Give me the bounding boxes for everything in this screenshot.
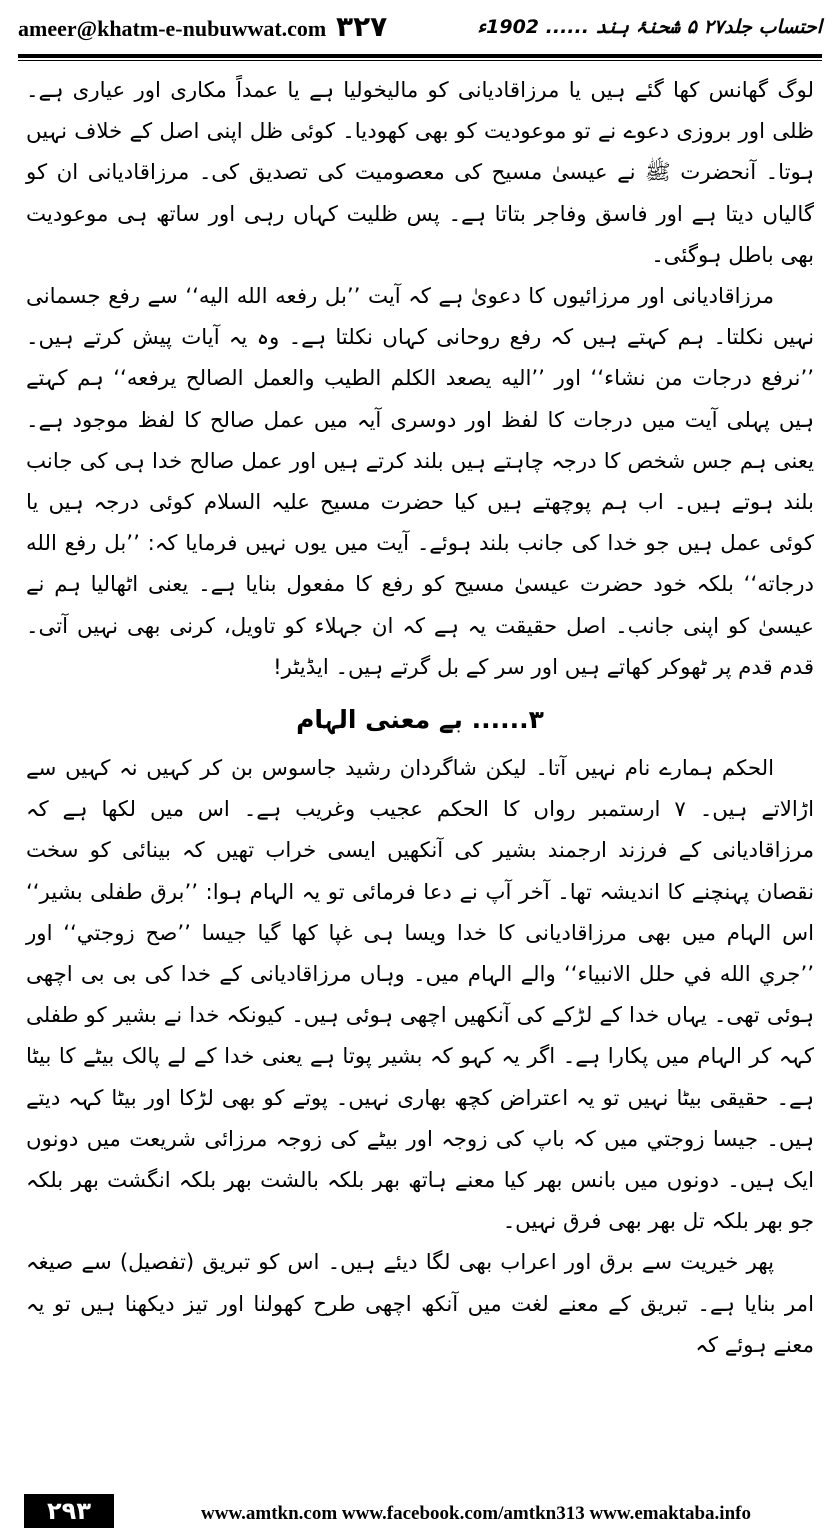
header-email[interactable]: ameer@khatm-e-nubuwwat.com [18, 16, 327, 41]
page-header [18, 10, 822, 50]
running-title: احتساب جلد۲۷ ۵ شحنۂ ہند ...... 1902ء [477, 16, 822, 38]
paragraph-1: لوگ گھانس کھا گئے ہیں یا مرزاقادیانی کو مالیخولیا ہے یا عمداً مکاری اور عیاری ہے۔ ظلی اور بروزی دعوے نے تو موعودیت کو بھی کھودیا۔ کوئی ظل اپنی اصل کے خلاف نہیں ہوتا۔ آنحضرت ﷺ نے عیسیٰ مسیح کی معصومیت کی تصدیق کی۔ مرزاقادیانی ان کو گالیاں دیتا ہے اور فاسق وفاجر بتاتا ہے۔ پس ظلیت کہاں رہی اور ساتھ ہی موعودیت بھی باطل ہوگئی۔ [26, 78, 814, 268]
footer-urls[interactable]: www.amtkn.com www.facebook.com/amtkn313 www.emaktaba.info [201, 1503, 751, 1524]
paragraph-4: پھر خیریت سے برق اور اعراب بھی لگا دیئے ہیں۔ اس کو تبریق (تفصیل) سے صیغہ امر بنایا ہے۔ تبریق کے معنے لغت میں آنکھ اچھی طرح کھولنا اور تیز دیکھنا ہیں تو یہ معنے ہوئے کہ [26, 1250, 814, 1358]
header-rule-thick [18, 54, 822, 58]
page-footer [0, 1492, 840, 1540]
footer-page-number: ۲۹۳ [24, 1494, 114, 1528]
header-rule-thin [18, 60, 822, 61]
paragraph-3: الحکم ہمارے نام نہیں آتا۔ لیکن شاگردان رشید جاسوس بن کر کہیں نہ کہیں سے اڑالاتے ہیں۔ ۷ ارستمبر رواں کا الحکم عجیب وغریب ہے۔ اس میں لکھا ہے کہ مرزاقادیانی کے فرزند ارجمند بشیر کی آنکھیں ایسی خراب تھیں کہ بینائی کو سخت نقصان پہنچنے کا اندیشہ تھا۔ آخر آپ نے دعا فرمائی تو یہ الہام ہوا: ’’برق طفلی بشیر‘‘ اس الہام میں بھی مرزاقادیانی کا خدا ویسا ہی غپا کھا گیا جیسا ’’صح زوجتي‘‘ اور ’’جري الله في حلل الانبياء‘‘ والے الہام میں۔ وہاں مرزاقادیانی کے خدا کی بی بی اچھی ہوئی تھی۔ یہاں خدا کے لڑکے کی آنکھیں اچھی ہوئی ہیں۔ کیونکہ خدا نے بشیر کو طفلی کہہ کر الہام میں پکارا ہے۔ اگر یہ کہو کہ بشیر پوتا ہے یعنی خدا کے لے پالک بیٹے کا بیٹا ہے۔ حقیقی بیٹا نہیں تو یہ اعتراض کچھ بھاری نہیں۔ پوتے کو بھی لڑکا اور بیٹا کہہ دیتے ہیں۔ جیسا زوجتي میں کہ باپ کی زوجہ اور بیٹے کی زوجہ مرزائی شریعت میں دونوں ایک ہیں۔ دونوں میں بانس بھر کیا معنے ہاتھ بھر بلکہ بالشت بھر بلکہ انگشت بھر بلکہ جو بھر بلکہ تل بھر بھی فرق نہیں۔ [26, 756, 815, 1235]
page-body [26, 70, 814, 1366]
paragraph-2: مرزاقادیانی اور مرزائیوں کا دعویٰ ہے کہ آیت ’’بل رفعه الله اليه‘‘ سے رفع جسمانی نہیں نکلتا۔ ہم کہتے ہیں کہ رفع روحانی کہاں نکلتا ہے۔ وہ یہ آیات پیش کرتے ہیں۔ ’’نرفع درجات من نشاء‘‘ اور ’’اليه يصعد الكلم الطيب والعمل الصالح يرفعه‘‘ ہم کہتے ہیں پہلی آیت میں درجات کا لفظ اور دوسری آیہ میں عمل صالح کا لفظ موجود ہے۔ یعنی ہم جس شخص کا درجہ چاہتے ہیں بلند کرتے ہیں اور عمل صالح خدا ہی کی جانب بلند ہوتے ہیں۔ اب ہم پوچھتے ہیں کیا حضرت مسیح علیہ السلام کوئی درجہ ہیں یا کوئی عمل ہیں جو خدا کی جانب بلند ہوئے۔ آیت میں یوں نہیں فرمایا کہ: ’’بل رفع الله درجاته‘‘ بلکہ خود حضرت عیسیٰ مسیح کو رفع کا مفعول بنایا ہے۔ یعنی اٹھالیا ہم نے عیسیٰ کو اپنی جانب۔ اصل حقیقت یہ ہے کہ ان جہلاء کو تاویل، کرنی بھی نہیں آتی۔ قدم قدم پر ٹھوکر کھاتے ہیں اور سر کے بل گرتے ہیں۔ ایڈیٹر! [26, 284, 814, 680]
header-page-number: ۳۲۷ [336, 10, 388, 43]
section-heading: ۳...... بے معنی الہام [296, 705, 544, 735]
